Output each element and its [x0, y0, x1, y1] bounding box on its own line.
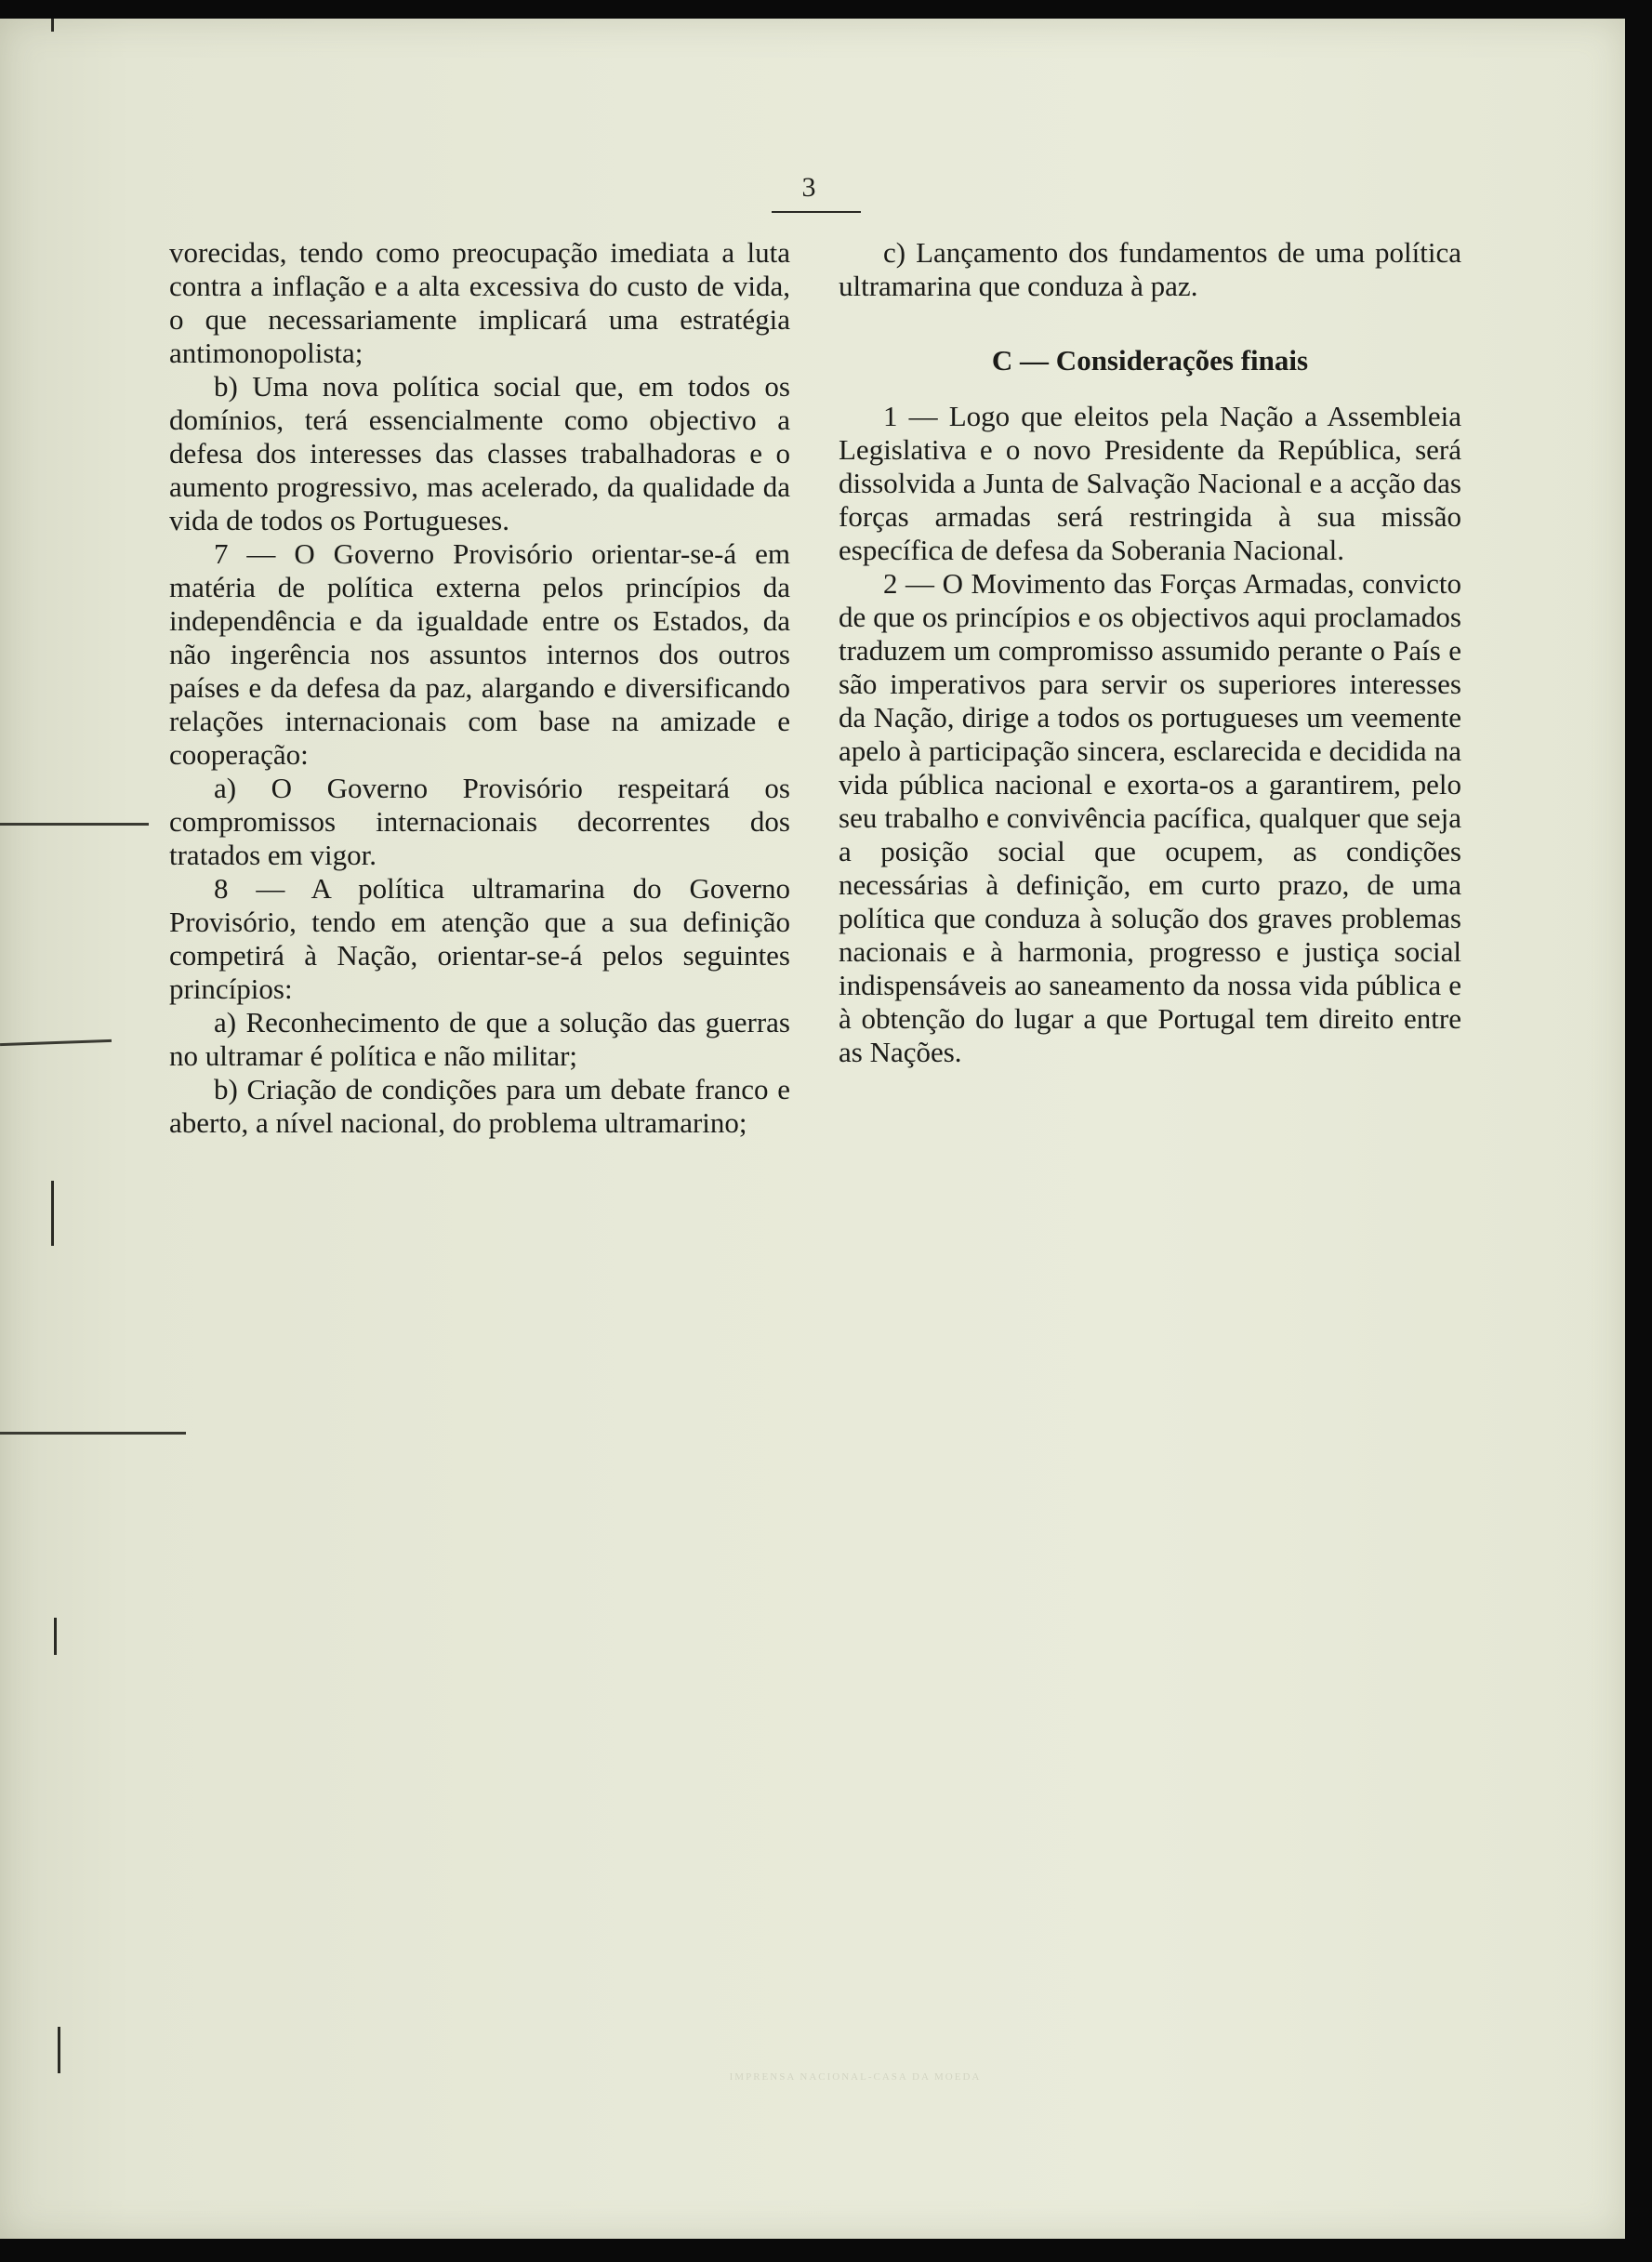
fold-mark — [0, 1432, 186, 1435]
left-column — [169, 236, 790, 1140]
paragraph: a) Reconhecimento de que a solução das guerras no ultramar é política e não militar; — [169, 1006, 790, 1072]
margin-mark — [51, 19, 54, 32]
paragraph: 1 — Logo que eleitos pela Nação a Assembleia Legislativa e o novo Presidente da República, será dissolvida a Junta de Salvação Nacional e a acção das forças armadas será restringida à sua missão específica de defesa da Soberania Nacional. — [839, 400, 1461, 566]
page-number: 3 — [801, 172, 816, 203]
section-heading: C — Considerações finais — [991, 344, 1309, 377]
paragraph: 2 — O Movimento das Forças Armadas, convicto de que os princípios e os objectivos aqui proclamados traduzem um compromisso assumido perante o País e são imperativos para servir os superiores interesses da Nação, dirige a todos os portugueses um veemente apelo à participação sincera, esclarecida e decidida na vida pública nacional e exorta-os a garantirem, pelo seu trabalho e convivência pacífica, qualquer que seja a posição social que ocupem, as condições necessárias à definição, em curto prazo, de uma política que conduza à solução dos graves problemas nacionais e à harmonia, progresso e justiça social indispensáveis ao saneamento da nossa vida pública e à obtenção do lugar a que Portugal tem direito entre as Nações. — [839, 567, 1461, 1068]
paragraph: a) O Governo Provisório respeitará os compromissos internacionais decorrentes dos tratados em vigor. — [169, 772, 790, 871]
document-page — [0, 19, 1625, 2239]
paragraph: b) Uma nova política social que, em todos os domínios, terá essencialmente como objectivo a defesa dos interesses das classes trabalhadoras e o aumento progressivo, mas acelerado, da qualidade da vida de todos os Portugueses. — [169, 370, 790, 536]
printer-imprint: IMPRENSA NACIONAL-CASA DA MOEDA — [729, 2071, 982, 2083]
paragraph: 7 — O Governo Provisório orientar-se-á em matéria de política externa pelos princípios da independência e da igualdade entre os Estados, da não ingerência nos assuntos internos dos outros países e da defesa da paz, alargando e diversificando relações internacionais com base na amizade e cooperação: — [169, 537, 790, 771]
fold-mark — [0, 1039, 112, 1046]
right-column — [839, 236, 1461, 1069]
paragraph: c) Lançamento dos fundamentos de uma política ultramarina que conduza à paz. — [839, 236, 1461, 302]
margin-mark — [54, 1618, 57, 1655]
paragraph: b) Criação de condições para um debate franco e aberto, a nível nacional, do problema ultramarino; — [169, 1073, 790, 1139]
paragraph: vorecidas, tendo como preocupação imediata a luta contra a inflação e a alta excessiva do custo de vida, o que necessariamente implicará uma estratégia antimonopolista; — [169, 236, 790, 369]
fold-mark — [0, 823, 149, 826]
paragraph: 8 — A política ultramarina do Governo Provisório, tendo em atenção que a sua definição competirá à Nação, orientar-se-á pelos seguintes princípios: — [169, 872, 790, 1005]
page-number-rule — [772, 211, 861, 213]
margin-mark — [58, 2027, 60, 2073]
margin-mark — [51, 1181, 54, 1246]
